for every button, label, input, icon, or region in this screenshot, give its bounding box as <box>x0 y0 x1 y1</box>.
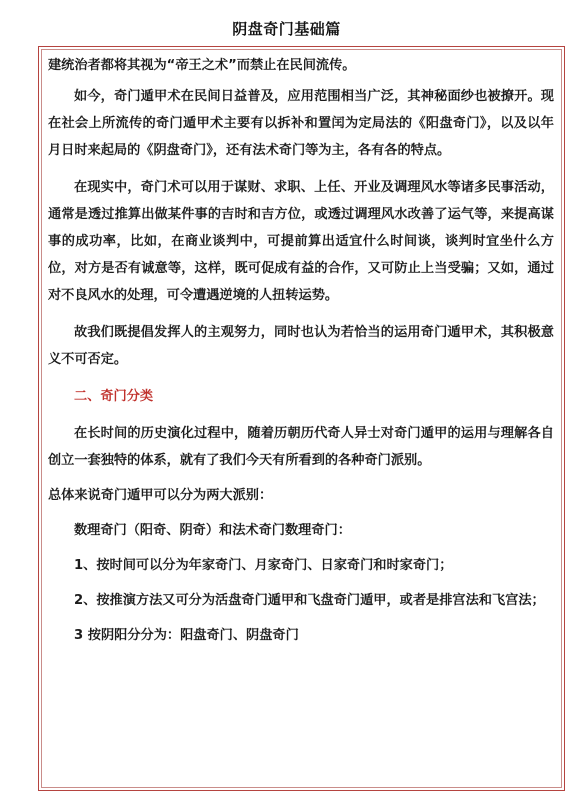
paragraph-two-schools: 总体来说奇门遁甲可以分为两大派别： <box>48 488 273 503</box>
paragraph-school-types: 数理奇门（阳奇、阴奇）和法术奇门数理奇门： <box>74 523 351 538</box>
section-heading: 二、奇门分类 <box>74 389 154 404</box>
paragraph-history: 在长时间的历史演化过程中，随着历朝历代奇人异士对奇门遁甲的运用与理解各自创立一套独特的体系，就有了我们今天有所看到的各种奇门派别。 <box>48 426 554 468</box>
page-title: 阴盘奇门基础篇 <box>232 20 341 38</box>
paragraph-intro-continuation: 建统治者都将其视为“帝王之术”而禁止在民间流传。 <box>48 58 356 73</box>
paragraph-conclusion: 故我们既提倡发挥人的主观努力，同时也认为若恰当的运用奇门遁甲术，其积极意义不可否定。 <box>48 325 554 367</box>
paragraph-popularity: 如今，奇门遁甲术在民间日益普及，应用范围相当广泛，其神秘面纱也被撩开。现在社会上所流传的奇门遁甲术主要有以拆补和置闰为定局法的《阳盘奇门》，以及以年月日时来起局的《阴盘奇门》，还有法术奇门等为主，各有各的特点。 <box>48 89 554 158</box>
list-item-by-time: 1、按时间可以分为年家奇门、月家奇门、日家奇门和时家奇门； <box>74 558 453 573</box>
document-body <box>48 52 554 657</box>
paragraph-applications: 在现实中，奇门术可以用于谋财、求职、上任、开业及调理风水等诸多民事活动，通常是透过推算出做某件事的吉时和吉方位，或透过调理风水改善了运气等，来提高谋事的成功率，比如，在商业谈判中，可提前算出适宜什么时间谈，谈判时宜坐什么方位，对方是否有诚意等，这样，既可促成有益的合作，又可防止上当受骗；又如，通过对不良风水的处理，可令遭遇逆境的人扭转运势。 <box>48 180 554 303</box>
list-item-by-yinyang: 3 按阴阳分分为：阳盘奇门、阴盘奇门 <box>74 628 299 643</box>
list-item-by-method: 2、按推演方法又可分为活盘奇门遁甲和飞盘奇门遁甲，或者是排宫法和飞宫法； <box>74 593 545 608</box>
